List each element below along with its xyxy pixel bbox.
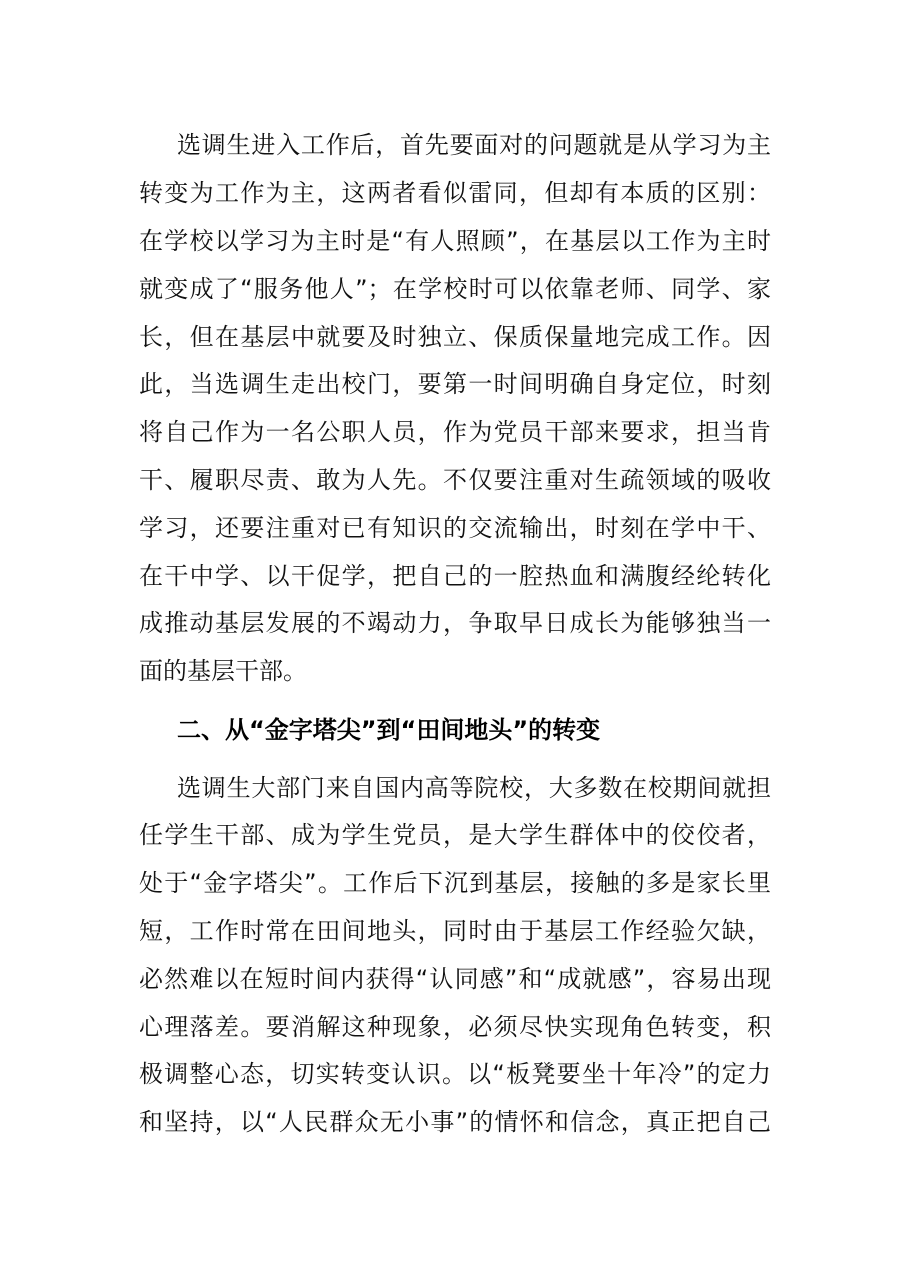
paragraph-2-line-1: 选调生大部门来自国内高等院校，大多数在校期间就担 (177, 774, 771, 802)
paragraph-1-line-7: 将自己作为一名公职人员，作为党员干部来要求，担当肯 (139, 418, 771, 446)
paragraph-1-line-12: 面的基层干部。 (139, 657, 307, 685)
section-heading: 二、从“金字塔尖”到“田间地头”的转变 (177, 716, 601, 744)
paragraph-2-line-5: 必然难以在短时间内获得“认同感”和“成就感”，容易出现 (139, 965, 771, 993)
paragraph-1-line-8: 干、履职尽责、敢为人先。不仅要注重对生疏领域的吸收 (139, 466, 771, 494)
paragraph-2-line-3: 处于“金字塔尖”。工作后下沉到基层，接触的多是家长里 (139, 869, 771, 897)
paragraph-2-line-4: 短，工作时常在田间地头，同时由于基层工作经验欠缺， (139, 917, 771, 945)
paragraph-2-line-8: 和坚持，以“人民群众无小事”的情怀和信念，真正把自己 (139, 1108, 771, 1136)
paragraph-1-line-3: 在学校以学习为主时是“有人照顾”，在基层以工作为主时 (139, 227, 771, 255)
paragraph-1-line-4: 就变成了“服务他人”；在学校时可以依靠老师、同学、家 (139, 275, 771, 303)
paragraph-1-line-10: 在干中学、以干促学，把自己的一腔热血和满腹经纶转化 (139, 562, 771, 590)
paragraph-1-line-5: 长，但在基层中就要及时独立、保质保量地完成工作。因 (139, 323, 771, 351)
paragraph-2-line-2: 任学生干部、成为学生党员，是大学生群体中的佼佼者， (139, 821, 771, 849)
paragraph-2-line-7: 极调整心态，切实转变认识。以“板凳要坐十年冷”的定力 (139, 1060, 771, 1088)
paragraph-2-line-6: 心理落差。要消解这种现象，必须尽快实现角色转变，积 (139, 1013, 771, 1041)
paragraph-1-line-6: 此，当选调生走出校门，要第一时间明确自身定位，时刻 (139, 370, 771, 398)
paragraph-1-line-1: 选调生进入工作后，首先要面对的问题就是从学习为主 (177, 131, 771, 159)
paragraph-1-line-2: 转变为工作为主，这两者看似雷同，但却有本质的区别： (139, 179, 771, 207)
paragraph-1-line-9: 学习，还要注重对已有知识的交流输出，时刻在学中干、 (139, 514, 771, 542)
paragraph-1-line-11: 成推动基层发展的不竭动力，争取早日成长为能够独当一 (139, 609, 771, 637)
